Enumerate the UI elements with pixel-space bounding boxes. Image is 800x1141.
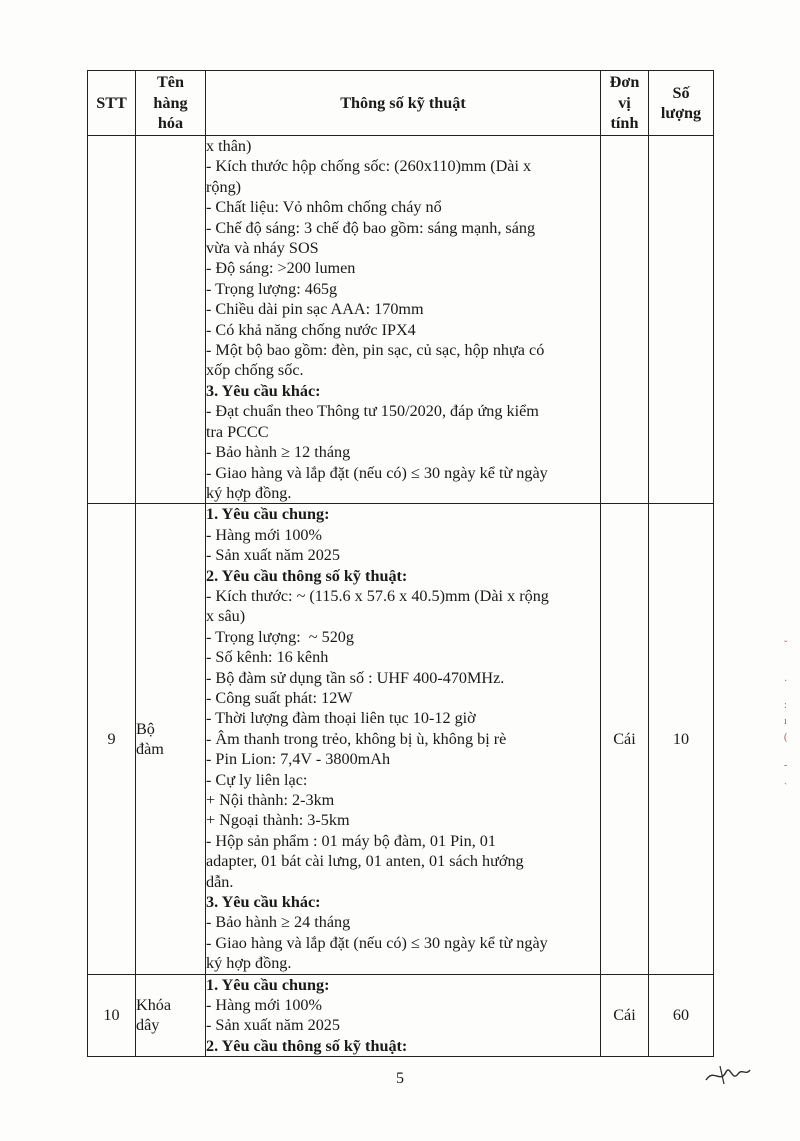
table-header-row [88, 71, 714, 136]
margin-mark: ˇ [784, 640, 788, 651]
spec-section-heading: 2. Yêu cầu thông số kỹ thuật: [206, 566, 408, 585]
spec-section-heading: 1. Yêu cầu chung: [206, 505, 330, 524]
spec-line: dẫn. [206, 872, 234, 891]
spec-line: - Công suất phát: 12W [206, 688, 353, 707]
table-row [88, 136, 714, 504]
header-qty [649, 71, 714, 136]
spec-table [87, 70, 714, 1057]
spec-line: - Có khả năng chống nước IPX4 [206, 320, 416, 339]
spec-line: - Giao hàng và lắp đặt (nếu có) ≤ 30 ngày kể từ ngày [206, 463, 548, 482]
header-name-line: hàng [153, 93, 188, 112]
spec-line: - Một bộ bao gồm: đèn, pin sạc, củ sạc, hộp nhựa có [206, 341, 545, 360]
header-name-line: hóa [157, 114, 184, 133]
spec-section-heading: 3. Yêu cầu khác: [206, 381, 321, 400]
item-name-line: dây [136, 1016, 160, 1035]
spec-line: - Kích thước hộp chống sốc: (260x110)mm (Dài x [206, 157, 532, 176]
cell-stt [88, 136, 136, 504]
spec-line: vừa và nháy SOS [206, 239, 319, 258]
spec-line: - Chiều dài pin sạc AAA: 170mm [206, 300, 424, 319]
table-body [88, 136, 714, 1057]
header-qty-line: Số [672, 83, 690, 102]
cell-spec [206, 974, 601, 1057]
header-unit-line: vị [618, 93, 631, 112]
spec-line: - Chất liệu: Vỏ nhôm chống cháy nổ [206, 198, 442, 217]
cell-item-name [136, 136, 206, 504]
spec-line: - Bảo hành ≥ 24 tháng [206, 913, 351, 932]
spec-line: adapter, 01 bát cài lưng, 01 anten, 01 sách hướng [206, 852, 524, 871]
spec-line: - Sản xuất năm 2025 [206, 546, 340, 565]
cell-item-name [136, 974, 206, 1057]
page-number: 5 [396, 1070, 404, 1087]
header-spec: Thông số kỹ thuật [206, 71, 601, 136]
spec-line: - Chế độ sáng: 3 chế độ bao gồm: sáng mạnh, sáng [206, 218, 536, 237]
header-unit-line: Đơn [609, 73, 640, 92]
spec-section-heading: 2. Yêu cầu thông số kỹ thuật: [206, 1036, 408, 1055]
spec-line: - Trọng lượng: ~ 520g [206, 627, 354, 646]
table-row [88, 504, 714, 974]
cell-spec [206, 504, 601, 974]
spec-line: tra PCCC [206, 422, 269, 441]
spec-section-heading: 1. Yêu cầu chung: [206, 975, 330, 994]
spec-line: - Hộp sản phẩm : 01 máy bộ đàm, 01 Pin, 01 [206, 831, 496, 850]
spec-line: - Cự ly liên lạc: [206, 770, 308, 789]
header-unit [601, 71, 649, 136]
spec-line: - Trọng lượng: 465g [206, 279, 338, 298]
spec-line: - Hàng mới 100% [206, 525, 323, 544]
cell-unit: Cái [601, 974, 649, 1057]
spec-line: - Bảo hành ≥ 12 tháng [206, 443, 351, 462]
signature-mark [702, 1058, 752, 1088]
spec-line: x thân) [206, 137, 252, 155]
cell-spec [206, 136, 601, 504]
spec-line: x sâu) [206, 607, 246, 626]
margin-mark: ˎ [784, 774, 788, 785]
margin-mark: · [784, 676, 788, 687]
cell-quantity: 60 [649, 974, 714, 1057]
spec-line: + Nội thành: 2-3km [206, 791, 335, 809]
spec-line: - Đạt chuẩn theo Thông tư 150/2020, đáp ứng kiểm [206, 402, 539, 421]
spec-line: ký hợp đồng. [206, 954, 292, 973]
cell-item-name [136, 504, 206, 974]
spec-line: - Thời lượng đàm thoại liên tục 10-12 giờ [206, 709, 476, 728]
margin-mark: - [784, 760, 788, 771]
item-name-line: Khóa [136, 996, 172, 1015]
cell-quantity: 10 [649, 504, 714, 974]
item-name-line: đàm [136, 739, 164, 758]
spec-line: - Hàng mới 100% [206, 996, 323, 1015]
spec-line: - Kích thước: ~ (115.6 x 57.6 x 40.5)mm (Dài x rộng [206, 586, 549, 605]
item-name-line: Bộ [136, 719, 155, 738]
header-unit-line: tính [610, 114, 639, 133]
cell-stt: 10 [88, 974, 136, 1057]
margin-mark: ( [784, 732, 788, 743]
spec-line: - Sản xuất năm 2025 [206, 1016, 340, 1035]
header-name-line: Tên [157, 73, 184, 92]
header-qty-line: lượng [660, 104, 702, 122]
cell-stt: 9 [88, 504, 136, 974]
spec-line: - Độ sáng: >200 lumen [206, 259, 356, 278]
header-stt: STT [88, 71, 136, 136]
header-name [136, 71, 206, 136]
spec-section-heading: 3. Yêu cầu khác: [206, 893, 321, 912]
spec-line: ký hợp đồng. [206, 483, 292, 502]
spec-line: + Ngoại thành: 3-5km [206, 811, 350, 830]
margin-mark: ı [784, 716, 787, 727]
margin-marks [784, 640, 800, 790]
spec-line: - Pin Lion: 7,4V - 3800mAh [206, 750, 391, 769]
cell-unit [601, 136, 649, 504]
spec-line: - Âm thanh trong trẻo, không bị ù, không bị rè [206, 729, 507, 748]
cell-quantity [649, 136, 714, 504]
spec-line: - Bộ đàm sử dụng tần số : UHF 400-470MHz. [206, 668, 505, 687]
spec-line: - Số kênh: 16 kênh [206, 648, 329, 667]
spec-line: xốp chống sốc. [206, 361, 304, 380]
spec-line: - Giao hàng và lắp đặt (nếu có) ≤ 30 ngày kể từ ngày [206, 933, 548, 952]
table-row [88, 974, 714, 1057]
margin-mark: : [784, 700, 787, 711]
spec-line: rộng) [206, 177, 242, 196]
cell-unit: Cái [601, 504, 649, 974]
